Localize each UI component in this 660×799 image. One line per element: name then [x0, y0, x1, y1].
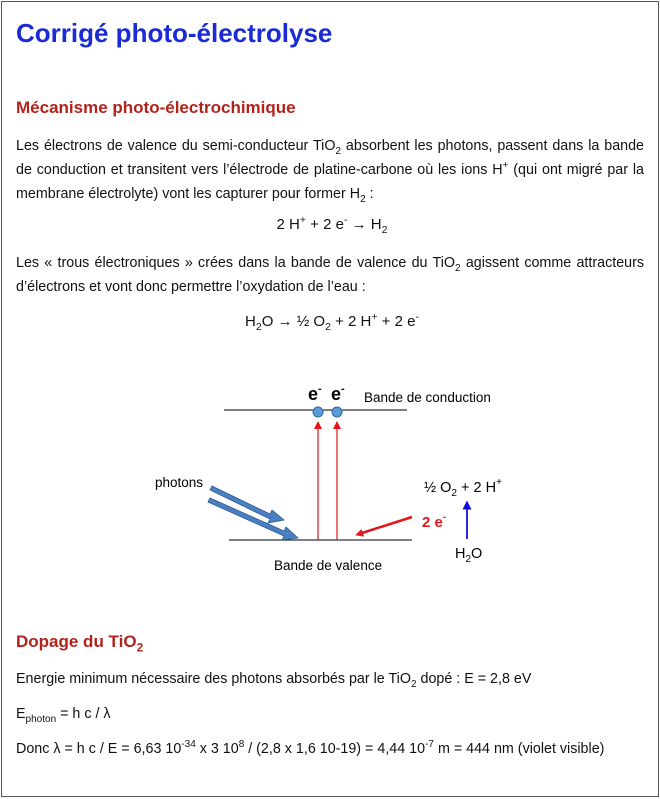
oxidation-product: ½ $O_2 + 2$ H+: [424, 477, 502, 499]
valence-band-label: Bande de valence: [274, 558, 383, 573]
document-page: [1, 1, 659, 797]
electron-dot-1: [313, 407, 323, 417]
photons-label: photons: [155, 475, 204, 490]
two-electrons-label: 2 e-: [422, 512, 447, 531]
page-title: Corrigé photo-électrolyse: [16, 18, 333, 48]
electron-dot-2: [332, 407, 342, 417]
hole-electron-arrow: [359, 517, 412, 534]
band-diagram: [2, 372, 660, 602]
section-heading-mecanisme: Mécanisme photo-électrochimique: [16, 98, 296, 117]
electron-label-2: e-: [331, 383, 345, 404]
equation-water-oxidation: $H_2O$ → ½ $O_2 + 2$ H+ + 2 e-: [245, 311, 419, 333]
paragraph-wavelength: Donc λ = h c / E = 6,63 $10^{-34}$ x 3 $10^8 / (2,8$ x 1,6 10-19) = 4,44 $10^{-7}$ m = 444 nm (violet visible): [16, 739, 605, 757]
paragraph-min-energy: Energie minimum nécessaire des photons absorbés par le TiO$_2$ dopé : E = 2,8 eV: [16, 671, 532, 690]
formula-photon-energy: $E_{photon} = h$ c / λ: [16, 706, 111, 725]
equation-hydrogen: 2 H+ + 2 $e^- \to H_2$: [276, 214, 388, 236]
photon-arrow-2: [208, 498, 298, 540]
section-heading-dopage: Dopage du TiO$_2$: [16, 632, 144, 655]
paragraph-holes: Les « trous électroniques » crées dans la bande de valence du TiO$_2$ agissent comme attracteurs d’électrons et vont donc permettre l’oxydation de l’eau :: [16, 255, 645, 295]
water-reactant: $H_2O$: [455, 546, 483, 565]
paragraph-electrons: Les électrons de valence du semi-conducteur TiO$_2$ absorbent les photons, passent dans la bande de conduction et transitent vers l’électrode de platine-carbone où les ions H+ (qui ont migré par la membrane électrolyte) vont les capturer pour former $H_2$ :: [16, 138, 644, 205]
conduction-band-label: Bande de conduction: [364, 390, 491, 405]
electron-label-1: e-: [308, 383, 322, 404]
